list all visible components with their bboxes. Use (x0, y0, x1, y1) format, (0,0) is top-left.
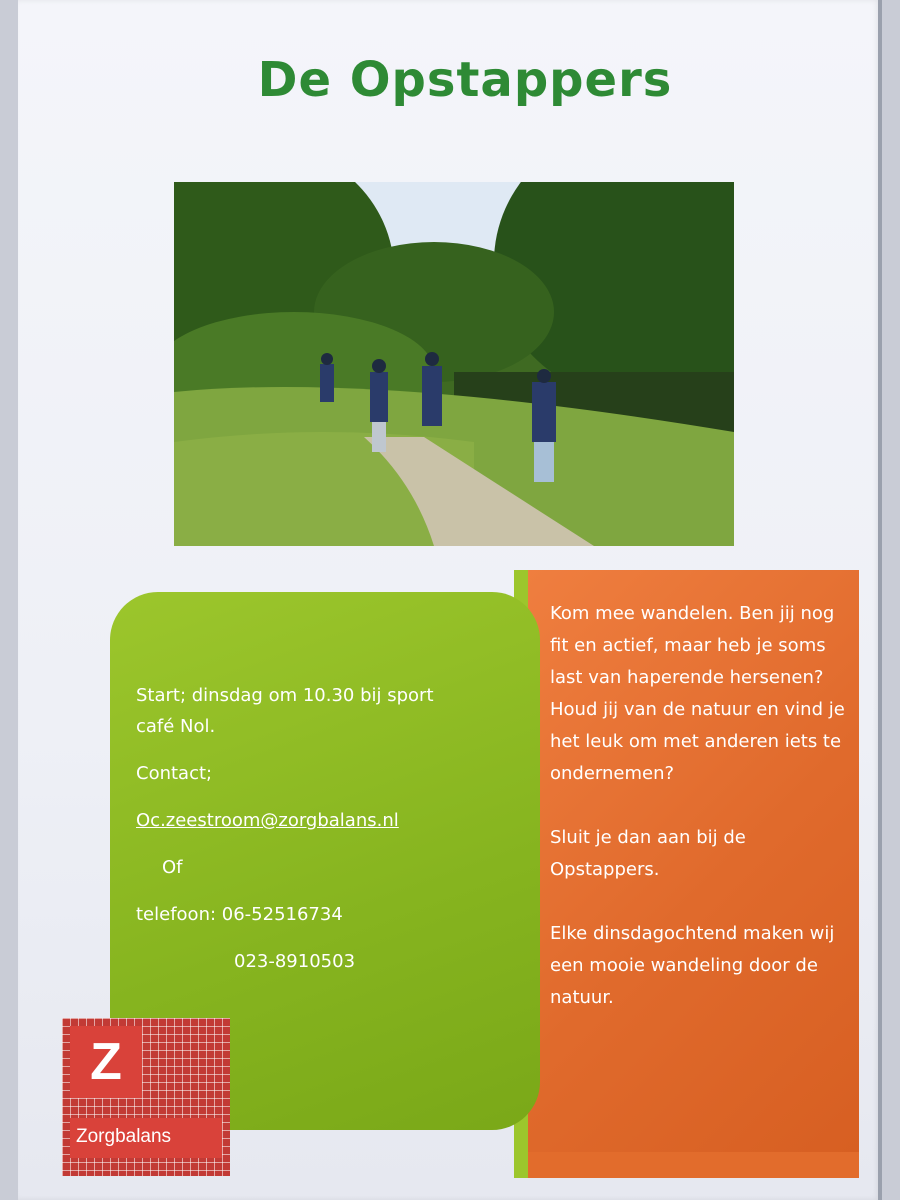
promo-paragraph-2: Sluit je dan aan bij de Opstappers. (550, 827, 746, 880)
contact-label: Contact; (136, 763, 213, 784)
zorgbalans-logo (62, 1018, 230, 1176)
logo-letter: Z (70, 1026, 142, 1098)
phone-secondary: 023-8910503 (234, 951, 356, 972)
page-title: De Opstappers (257, 52, 673, 108)
logo-name: Zorgbalans (76, 1126, 172, 1147)
hikers-photo (174, 182, 734, 546)
promo-paragraph-3: Elke dinsdagochtend maken wij een mooie wandeling door de natuur. (550, 923, 835, 1008)
promo-text (550, 598, 850, 1046)
or-label: Of (162, 857, 183, 878)
page-edge (878, 0, 882, 1200)
email-link[interactable]: Oc.zeestroom@zorgbalans.nl (136, 810, 399, 831)
start-line: Start; dinsdag om 10.30 bij sport (136, 685, 434, 706)
phone-primary: telefoon: 06-52516734 (136, 904, 343, 925)
start-line-2: café Nol. (136, 716, 216, 737)
promo-card-bottom (528, 1152, 859, 1178)
info-text (136, 680, 516, 977)
promo-paragraph-1: Kom mee wandelen. Ben jij nog fit en actief, maar heb je soms last van haperende hersenen? Houd jij van de natuur en vind je het leuk om met anderen iets te ondernemen? (550, 603, 845, 784)
